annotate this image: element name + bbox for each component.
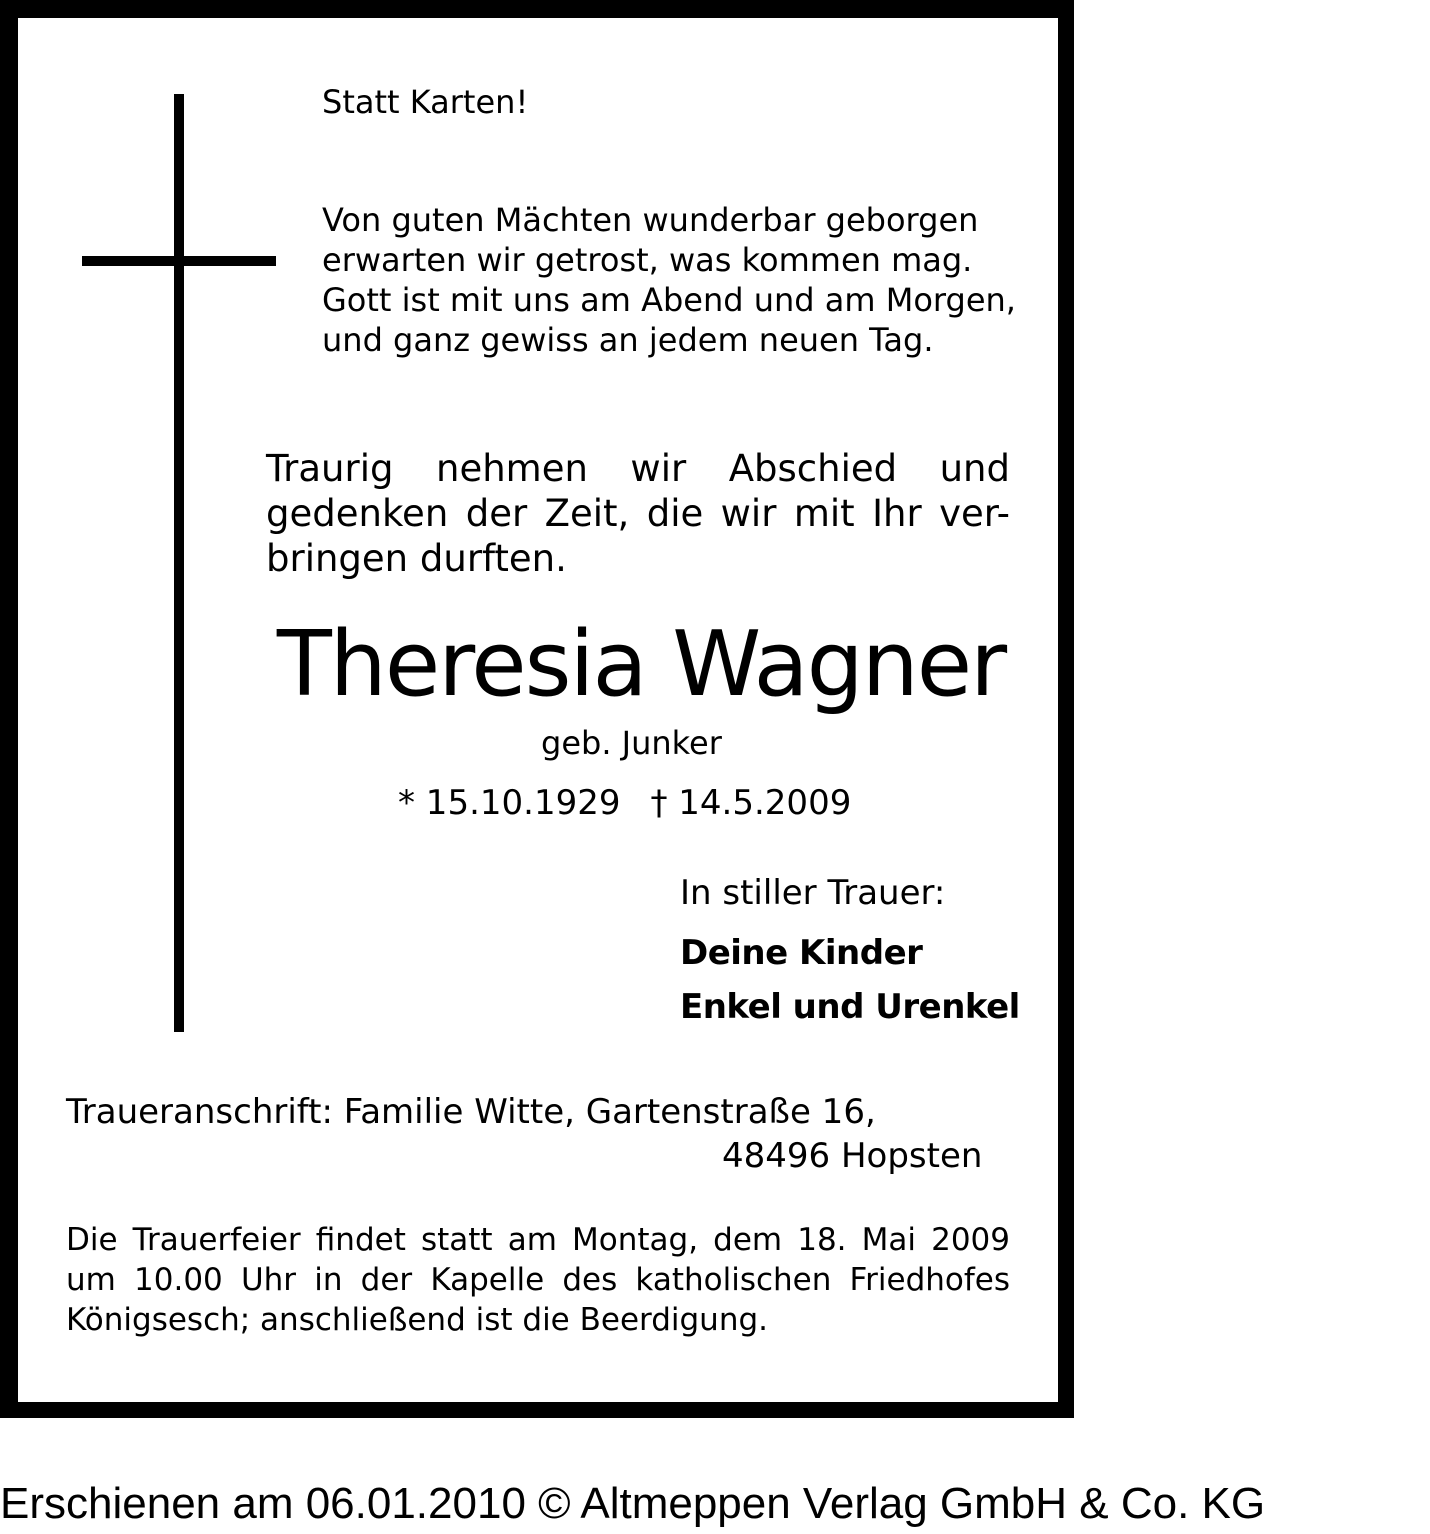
publication-footer: Erschienen am 06.01.2010 © Altmeppen Verlag GmbH & Co. KG <box>0 1479 1266 1528</box>
poem-line: Gott ist mit uns am Abend und am Morgen, <box>322 281 1016 319</box>
poem-line: Von guten Mächten wunderbar geborgen <box>322 201 979 239</box>
service-line: Königsesch; anschließend ist die Beerdigung. <box>66 1302 769 1338</box>
header-statt-karten: Statt Karten! <box>322 83 529 121</box>
birth-date: * 15.10.1929 <box>398 783 621 823</box>
life-dates <box>398 780 851 826</box>
poem-line: erwarten wir getrost, was kommen mag. <box>322 241 973 279</box>
funeral-service-info <box>66 1220 1010 1340</box>
mourner-grandchildren: Enkel und Urenkel <box>680 987 1020 1027</box>
service-line: Die Trauerfeier findet statt am Montag, dem 18. Mai 2009 <box>66 1222 1010 1258</box>
cross-vertical-bar <box>174 94 184 1032</box>
poem <box>322 200 1022 360</box>
mourning-label: In stiller Trauer: <box>680 873 946 913</box>
maiden-name: geb. Junker <box>541 724 722 762</box>
mourning-address-city: 48496 Hopsten <box>722 1136 983 1176</box>
farewell-text <box>266 446 1010 581</box>
cross-horizontal-bar <box>82 256 276 266</box>
poem-line: und ganz gewiss an jedem neuen Tag. <box>322 321 934 359</box>
service-line: um 10.00 Uhr in der Kapelle des katholischen Friedhofes <box>66 1262 1010 1298</box>
death-date: † 14.5.2009 <box>650 783 852 823</box>
farewell-line: gedenken der Zeit, die wir mit Ihr ver- <box>266 492 1010 535</box>
mourner-children: Deine Kinder <box>680 933 923 973</box>
farewell-line: Traurig nehmen wir Abschied und <box>266 447 1010 490</box>
deceased-name: Theresia Wagner <box>276 612 1006 717</box>
farewell-line: bringen durften. <box>266 537 567 580</box>
mourning-address: Traueranschrift: Familie Witte, Gartenstraße 16, <box>66 1092 876 1132</box>
